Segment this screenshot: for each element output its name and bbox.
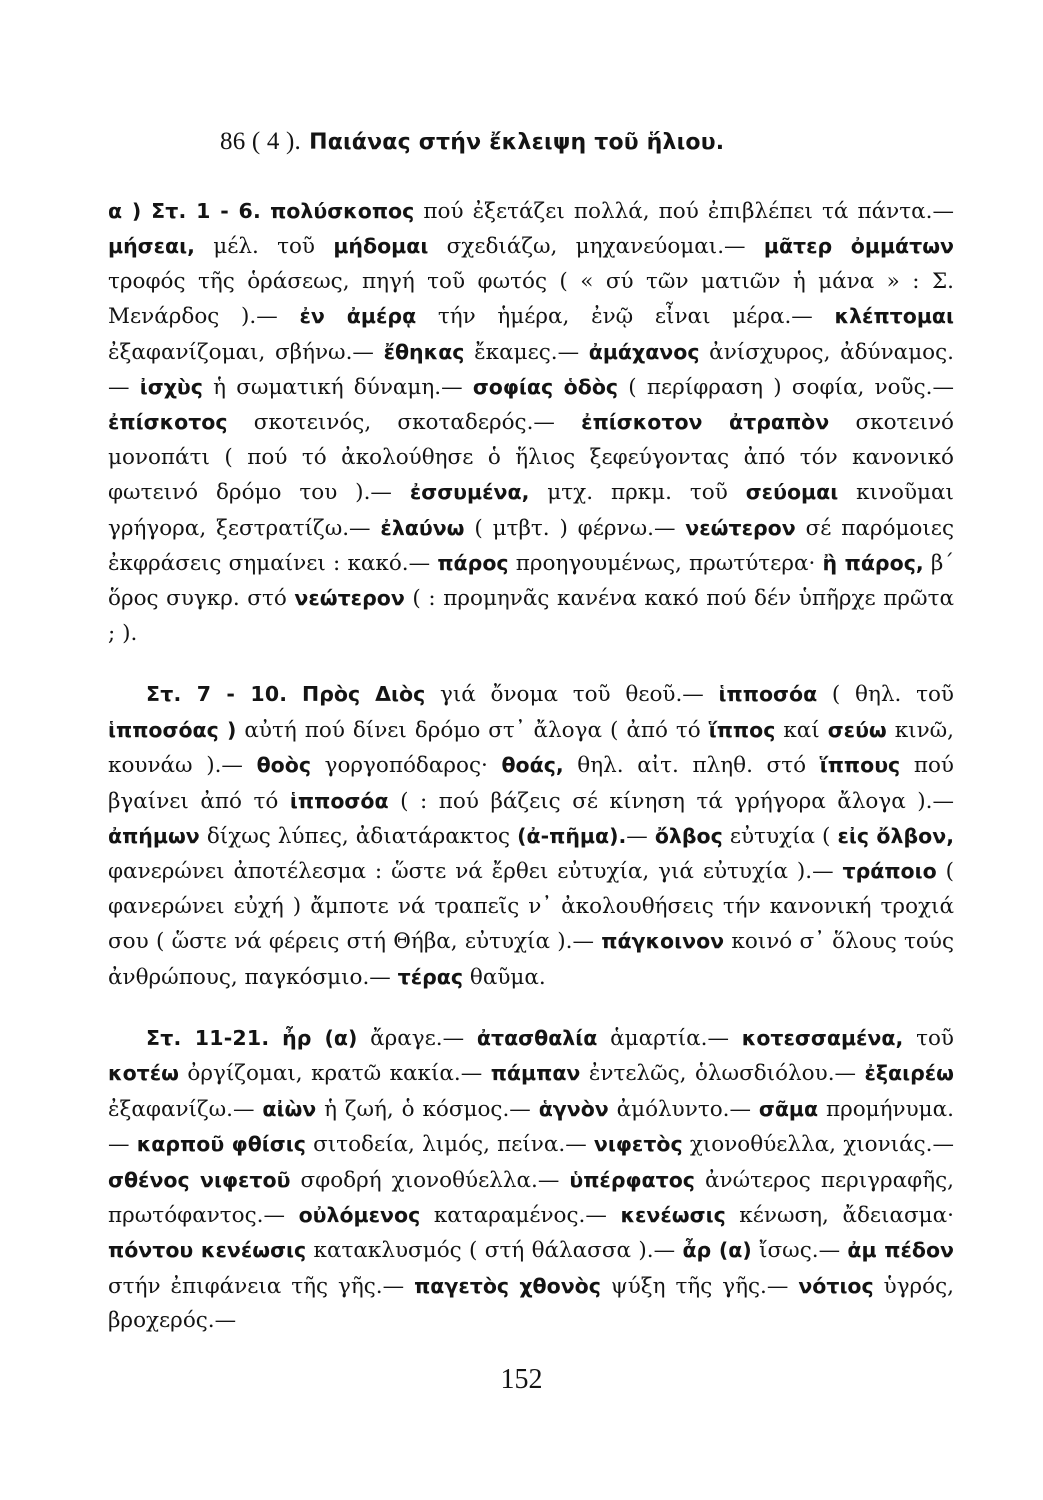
gloss-text: πού ἐξετάζει πολλά, πού ἐπιβλέπει τά πάντα.— xyxy=(414,199,954,224)
gloss-text: προμήνυμα.— xyxy=(108,1096,955,1158)
lemma-term: ἀπήμων xyxy=(108,823,200,848)
section-title: Παιάνας στήν ἔκλειψη τοῦ ἥλιου. xyxy=(309,130,725,155)
verse-range-label: Στ. 7 - 10. xyxy=(146,682,288,707)
lemma-term: ἀμ πέδον xyxy=(847,1238,954,1263)
gloss-text: ἄραγε.— xyxy=(357,1025,477,1051)
gloss-text: τροφός τῆς ὁράσεως, πηγή τοῦ φωτός ( « σύ τῶν ματιῶν ἡ μάνα » : Σ. Μενάρδος ).— xyxy=(108,268,954,330)
lemma-term: ἐξαιρέω xyxy=(864,1061,954,1086)
lemma-term: ἐπίσκοτος xyxy=(108,410,228,435)
lemma-term: καρποῦ φθίσις xyxy=(136,1132,306,1157)
gloss-text: φανερώνει ἀποτέλεσμα : ὥστε νά ἔρθει εὐτυχία, γιά εὐτυχία ).— xyxy=(108,859,843,885)
lemma-term: νότιος xyxy=(798,1273,874,1298)
lemma-term: πόντου κενέωσις xyxy=(108,1238,307,1263)
lemma-term: μᾶτερ ὀμμάτων xyxy=(763,234,954,259)
gloss-text: κινῶ, κουνάω ).— xyxy=(108,717,955,779)
gloss-text: κατακλυσμός ( στή θάλασσα ).— xyxy=(306,1238,683,1264)
lemma-term: σεύω xyxy=(827,717,887,742)
lemma-term: τράποιο xyxy=(842,859,937,884)
page-number: 152 xyxy=(500,1364,543,1395)
lemma-term: ἐσσυμένα, xyxy=(409,480,530,505)
lemma-term: σᾶμα xyxy=(758,1096,819,1121)
gloss-text: ἀνώτερος περιγραφῆς, πρωτόφαντος.— xyxy=(108,1167,954,1228)
commentary-paragraph xyxy=(108,194,954,651)
lemma-term: ἀτασθαλία xyxy=(476,1025,598,1050)
gloss-text: καταραμένος.— xyxy=(420,1202,621,1228)
lemma-term: σθένος νιφετοῦ xyxy=(108,1167,291,1192)
gloss-text: μέλ. τοῦ xyxy=(194,234,334,260)
commentary-paragraph xyxy=(108,677,954,995)
lemma-term: οὐλόμενος xyxy=(298,1202,421,1227)
gloss-text: β΄ ὅρος συγκρ. στό xyxy=(108,551,955,612)
gloss-text: προηγουμένως, πρωτύτερα· xyxy=(508,551,823,577)
gloss-text: ἀμόλυντο.— xyxy=(608,1096,759,1122)
gloss-text: χιονοθύελλα, χιονιάς.— xyxy=(682,1132,954,1158)
gloss-text: ( θηλ. τοῦ xyxy=(817,682,954,708)
gloss-text: ( : προμηνᾶς κανένα κακό πού δέν ὑπῆρχε πρῶτα ; ). xyxy=(108,586,954,646)
lemma-term: ἁγνὸν xyxy=(538,1096,609,1121)
gloss-text: μτχ. πρκμ. τοῦ xyxy=(529,480,746,506)
lemma-term: ἱπποσόα xyxy=(289,788,389,813)
lemma-term: ἵππους xyxy=(819,753,901,778)
lemma-term: ἵππος xyxy=(708,717,776,742)
lemma-term: ἐν ἀμέρᾳ xyxy=(299,304,417,329)
gloss-text: θαῦμα. xyxy=(463,964,546,990)
gloss-text: τοῦ xyxy=(903,1025,954,1051)
lemma-term: νεώτερον xyxy=(294,586,405,611)
lemma-term: ὑπέρφατος xyxy=(569,1167,695,1192)
lemma-term: κοτέω xyxy=(108,1061,179,1086)
gloss-text: κένωση, ἄδειασμα· xyxy=(725,1202,954,1228)
lemma-term: εἰς ὄλβον, xyxy=(837,823,954,848)
gloss-text: ( φανερώνει εὐχή ) ἄμποτε νά τραπεῖς ν᾿ ἀκολουθήσεις τήν κανονική τροχιά σου ( ὥστε νά φέρεις στή Θήβα, εὐτυχία ).— xyxy=(108,859,954,955)
lemma-term: ἢ πάρος, xyxy=(822,551,924,576)
verse-range-label: Στ. 11-21. xyxy=(146,1025,270,1050)
lemma-term: νιφετὸς xyxy=(593,1132,683,1157)
gloss-text: δίχως λύπες, ἀδιατάρακτος xyxy=(199,823,518,849)
lemma-term: κλέπτομαι xyxy=(834,304,954,329)
lemma-term: Πρὸς Διὸς xyxy=(302,682,426,707)
lemma-term: (ἀ-πῆμα). xyxy=(517,823,627,848)
lemma-term: πάρος xyxy=(437,551,509,576)
lemma-term: ὄλβος xyxy=(654,823,723,848)
gloss-text: σφοδρή χιονοθύελλα.— xyxy=(290,1167,570,1193)
gloss-text: ὀργίζομαι, κρατῶ κακία.— xyxy=(178,1061,491,1087)
lemma-term: σοφίας ὁδὸς xyxy=(472,375,619,400)
gloss-text: σκοτεινό μονοπάτι ( πού τό ἀκολούθησε ὁ ἥλιος ξεφεύγοντας ἀπό τόν κανονικό φωτεινό δρόμο του ).— xyxy=(108,410,954,506)
gloss-text: στήν ἐπιφάνεια τῆς γῆς.— xyxy=(108,1273,415,1299)
gloss-text: ἡ σωματική δύναμη.— xyxy=(202,375,473,401)
lemma-term: αἰὼν xyxy=(262,1096,317,1121)
gloss-text: εὐτυχία ( xyxy=(722,823,838,849)
lemma-term: θοὸς xyxy=(256,753,311,778)
page-body xyxy=(108,124,954,1339)
gloss-text: ἀνίσχυρος, ἀδύναμος.— xyxy=(108,339,954,401)
lemma-term: ἐπίσκοτον ἀτραπὸν xyxy=(581,410,830,435)
gloss-text: κινοῦμαι γρήγορα, ξεστρατίζω.— xyxy=(108,480,954,541)
lemma-term: κενέωσις xyxy=(620,1202,726,1227)
lemma-term: μήδομαι xyxy=(333,234,429,259)
gloss-text: θηλ. αἰτ. πληθ. στό xyxy=(563,753,820,779)
lemma-term: ἱπποσόας ) xyxy=(108,717,237,742)
gloss-text: καί xyxy=(775,717,828,743)
lemma-term: νεώτερον xyxy=(685,515,796,540)
section-heading xyxy=(220,124,954,160)
gloss-text: γιά ὄνομα τοῦ θεοῦ.— xyxy=(425,682,719,708)
gloss-text: — xyxy=(626,823,655,849)
lemma-term: θοάς, xyxy=(501,753,564,778)
gloss-text: κοινό σ᾿ ὅλους τούς ἀνθρώπους, παγκόσμιο.— xyxy=(108,929,954,990)
gloss-text: ὑγρός, βροχερός.— xyxy=(108,1273,955,1334)
lemma-term: πολύσκοπος xyxy=(270,199,415,223)
lemma-term: ἐλαύνω xyxy=(380,515,465,540)
lemma-term: ἰσχὺς xyxy=(139,375,203,400)
gloss-text: ἔκαμες.— xyxy=(464,339,589,365)
gloss-text: πού βγαίνει ἀπό τό xyxy=(108,753,954,814)
gloss-text: τήν ἡμέρα, ἐνῷ εἶναι μέρα.— xyxy=(416,304,835,330)
lemma-term: πάγκοινον xyxy=(601,929,725,954)
lemma-term: ἱπποσόα xyxy=(718,682,818,707)
gloss-text: σχεδιάζω, μηχανεύομαι.— xyxy=(428,234,764,260)
gloss-text: ἐξαφανίζω.— xyxy=(108,1096,263,1122)
gloss-text: ἐντελῶς, ὁλωσδιόλου.— xyxy=(580,1061,865,1087)
gloss-text: σέ παρόμοιες ἐκφράσεις σημαίνει : κακό.— xyxy=(108,515,954,577)
gloss-text: αὐτή πού δίνει δρόμο στ᾿ ἄλογα ( ἀπό τό xyxy=(236,717,709,743)
lemma-term: ἆρ (α) xyxy=(682,1238,752,1263)
lemma-term: ἦρ (α) xyxy=(282,1025,358,1050)
gloss-text: ἴσως.— xyxy=(751,1238,848,1264)
lemma-term: τέρας xyxy=(397,964,464,989)
commentary-paragraph xyxy=(108,1021,954,1339)
gloss-text: ( μτβτ. ) φέρνω.— xyxy=(464,515,686,541)
gloss-text: σιτοδεία, λιμός, πείνα.— xyxy=(305,1132,594,1158)
verse-range-label: α ) Στ. 1 - 6. xyxy=(108,199,261,223)
gloss-text: ψύξη τῆς γῆς.— xyxy=(600,1273,799,1299)
gloss-text: ἡ ζωή, ὁ κόσμος.— xyxy=(316,1096,539,1122)
lemma-term: ἀμάχανος xyxy=(588,339,700,364)
lemma-term: μήσεαι, xyxy=(108,234,195,259)
gloss-text: ( : πού βάζεις σέ κίνηση τά γρήγορα ἄλογα ).— xyxy=(388,788,954,814)
gloss-text: σκοτεινός, σκοταδερός.— xyxy=(227,410,582,436)
section-number: 86 ( 4 ). xyxy=(220,128,301,155)
gloss-text: ἁμαρτία.— xyxy=(597,1025,742,1051)
gloss-text: ἐξαφανίζομαι, σβήνω.— xyxy=(108,339,384,365)
lemma-term: παγετὸς χθονὸς xyxy=(414,1273,601,1298)
lemma-term: κοτεσσαμένα, xyxy=(741,1025,904,1050)
gloss-text: γοργοπόδαρος· xyxy=(310,753,502,779)
lemma-term: ἔθηκας xyxy=(383,339,465,364)
gloss-text: ( περίφραση ) σοφία, νοῦς.— xyxy=(618,375,954,401)
lemma-term: πάμπαν xyxy=(490,1061,581,1086)
lemma-term: σεύομαι xyxy=(745,480,839,505)
